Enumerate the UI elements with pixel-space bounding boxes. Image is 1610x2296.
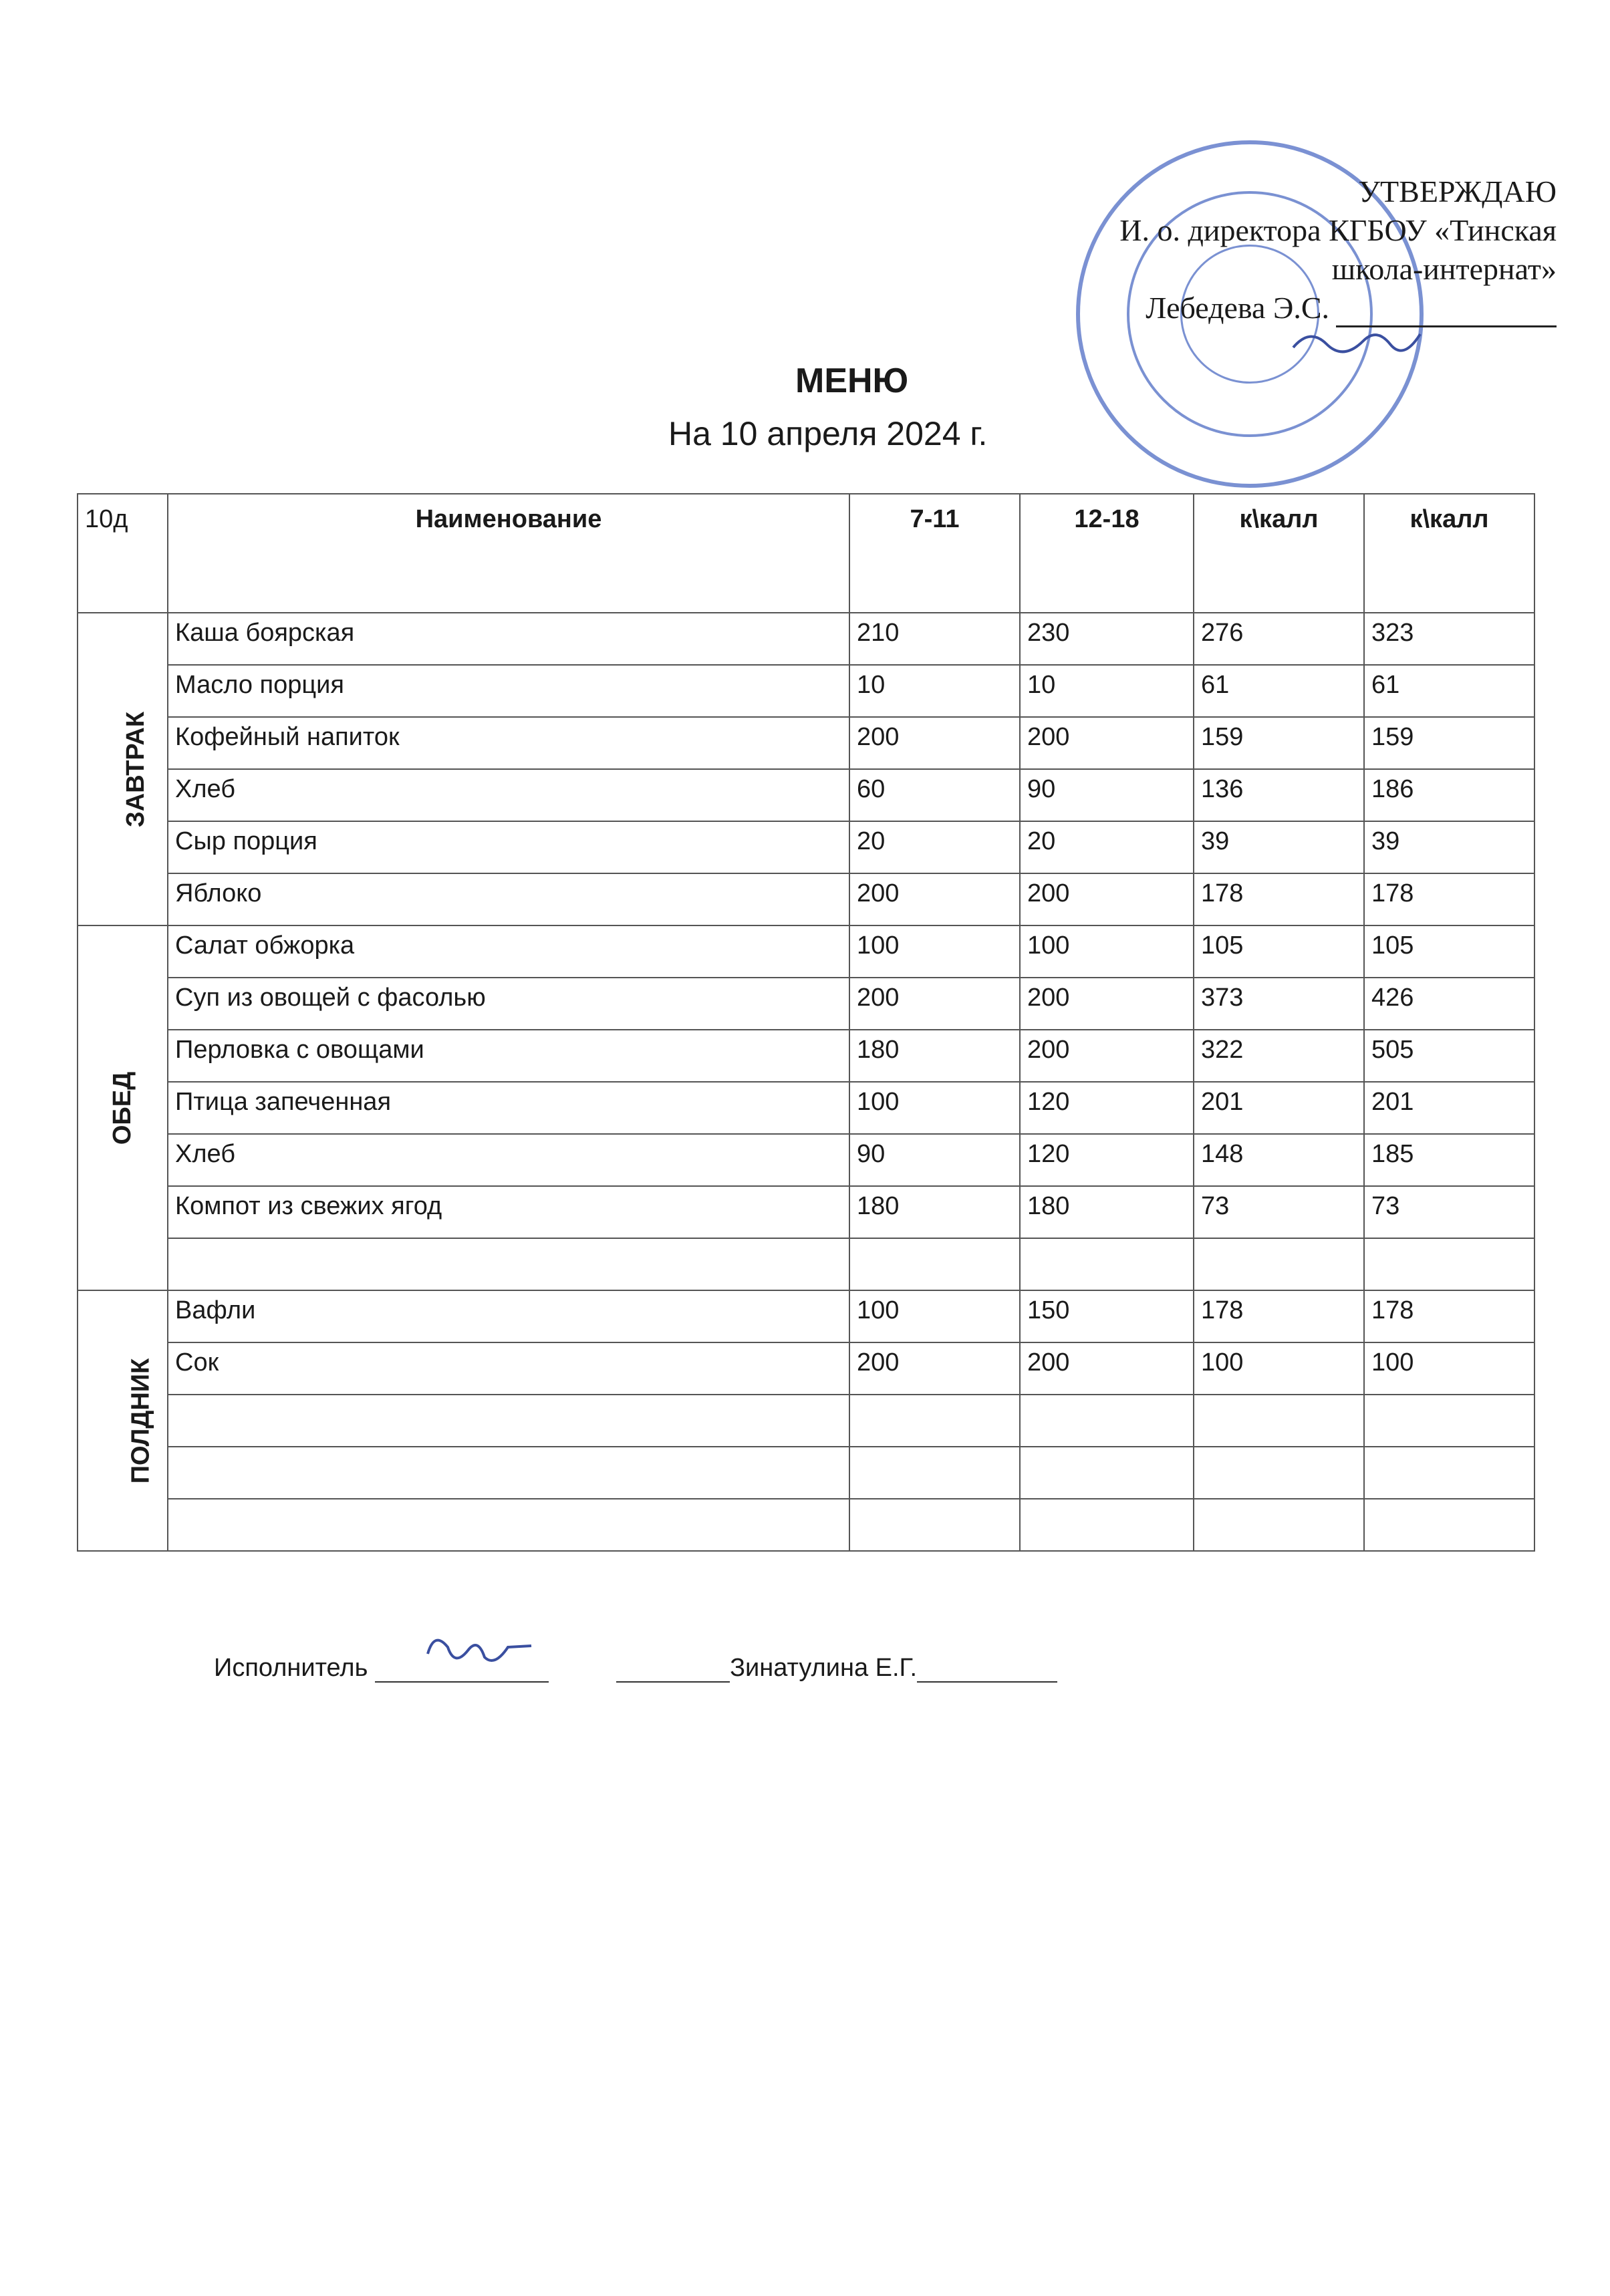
name-suffix-line bbox=[917, 1661, 1057, 1683]
value-cell bbox=[1194, 1499, 1364, 1551]
section-cell bbox=[78, 613, 168, 925]
value-cell: 180 bbox=[849, 1186, 1020, 1238]
value-cell: 20 bbox=[849, 821, 1020, 873]
table-row bbox=[78, 665, 1534, 717]
value-cell: 73 bbox=[1194, 1186, 1364, 1238]
table-row bbox=[78, 1134, 1534, 1186]
value-cell: 100 bbox=[1194, 1342, 1364, 1395]
value-cell: 186 bbox=[1364, 769, 1534, 821]
value-cell: 200 bbox=[849, 873, 1020, 925]
dish-name-cell bbox=[168, 1238, 849, 1290]
value-cell: 505 bbox=[1364, 1030, 1534, 1082]
table-row bbox=[78, 978, 1534, 1030]
table-row bbox=[78, 1082, 1534, 1134]
value-cell bbox=[1020, 1499, 1194, 1551]
value-cell: 178 bbox=[1194, 1290, 1364, 1342]
header-cell: 12-18 bbox=[1020, 494, 1194, 613]
dish-name-cell: Вафли bbox=[168, 1290, 849, 1342]
table-row bbox=[78, 1499, 1534, 1551]
table-row bbox=[78, 1030, 1534, 1082]
value-cell: 210 bbox=[849, 613, 1020, 665]
value-cell bbox=[1364, 1447, 1534, 1499]
table-row bbox=[78, 717, 1534, 769]
menu-heading: МЕНЮ bbox=[795, 362, 909, 400]
table-row bbox=[78, 821, 1534, 873]
value-cell: 159 bbox=[1364, 717, 1534, 769]
table-row bbox=[78, 1395, 1534, 1447]
value-cell bbox=[1020, 1395, 1194, 1447]
table-row bbox=[78, 613, 1534, 665]
value-cell: 200 bbox=[1020, 717, 1194, 769]
dish-name-cell: Каша боярская bbox=[168, 613, 849, 665]
value-cell bbox=[849, 1499, 1020, 1551]
value-cell: 159 bbox=[1194, 717, 1364, 769]
section-label: ПОЛДНИК bbox=[126, 1358, 155, 1483]
value-cell bbox=[1364, 1499, 1534, 1551]
value-cell: 178 bbox=[1194, 873, 1364, 925]
dish-name-cell: Хлеб bbox=[168, 1134, 849, 1186]
dish-name-cell: Птица запеченная bbox=[168, 1082, 849, 1134]
dish-name-cell bbox=[168, 1447, 849, 1499]
value-cell: 105 bbox=[1194, 925, 1364, 978]
director-signature bbox=[1290, 314, 1424, 368]
dish-name-cell bbox=[168, 1395, 849, 1447]
value-cell: 100 bbox=[849, 1290, 1020, 1342]
value-cell: 90 bbox=[849, 1134, 1020, 1186]
value-cell: 200 bbox=[1020, 1030, 1194, 1082]
value-cell: 200 bbox=[849, 717, 1020, 769]
value-cell: 180 bbox=[849, 1030, 1020, 1082]
value-cell: 10 bbox=[849, 665, 1020, 717]
value-cell: 39 bbox=[1194, 821, 1364, 873]
dish-name-cell: Суп из овощей с фасолью bbox=[168, 978, 849, 1030]
value-cell: 20 bbox=[1020, 821, 1194, 873]
dish-name-cell: Масло порция bbox=[168, 665, 849, 717]
value-cell bbox=[1194, 1395, 1364, 1447]
value-cell: 100 bbox=[1364, 1342, 1534, 1395]
value-cell: 100 bbox=[849, 1082, 1020, 1134]
value-cell: 200 bbox=[1020, 978, 1194, 1030]
value-cell: 201 bbox=[1364, 1082, 1534, 1134]
value-cell: 276 bbox=[1194, 613, 1364, 665]
value-cell: 10 bbox=[1020, 665, 1194, 717]
table-row bbox=[78, 1238, 1534, 1290]
approval-position: И. о. директора КГБОУ «Тинская bbox=[1119, 213, 1557, 247]
table-row bbox=[78, 1290, 1534, 1342]
name-prefix-line bbox=[616, 1661, 730, 1683]
dish-name-cell: Кофейный напиток bbox=[168, 717, 849, 769]
approval-title: УТВЕРЖДАЮ bbox=[1358, 174, 1557, 208]
approval-school: школа-интернат» bbox=[1331, 252, 1557, 286]
approval-person: Лебедева Э.С. bbox=[1146, 291, 1329, 325]
value-cell: 120 bbox=[1020, 1082, 1194, 1134]
value-cell bbox=[849, 1395, 1020, 1447]
dish-name-cell: Салат обжорка bbox=[168, 925, 849, 978]
value-cell: 373 bbox=[1194, 978, 1364, 1030]
value-cell: 426 bbox=[1364, 978, 1534, 1030]
value-cell: 200 bbox=[849, 978, 1020, 1030]
value-cell: 105 bbox=[1364, 925, 1534, 978]
table-header-row bbox=[78, 494, 1534, 613]
value-cell bbox=[1020, 1447, 1194, 1499]
executor-signature bbox=[421, 1627, 535, 1681]
value-cell: 136 bbox=[1194, 769, 1364, 821]
value-cell: 180 bbox=[1020, 1186, 1194, 1238]
header-cell: 10д bbox=[78, 494, 168, 613]
footer bbox=[214, 1654, 1057, 1683]
dish-name-cell bbox=[168, 1499, 849, 1551]
approval-block bbox=[955, 172, 1557, 327]
dish-name-cell: Хлеб bbox=[168, 769, 849, 821]
table-row bbox=[78, 1342, 1534, 1395]
value-cell: 120 bbox=[1020, 1134, 1194, 1186]
value-cell: 185 bbox=[1364, 1134, 1534, 1186]
table-row bbox=[78, 1447, 1534, 1499]
executor-label: Исполнитель bbox=[214, 1654, 368, 1682]
table-row bbox=[78, 925, 1534, 978]
value-cell: 39 bbox=[1364, 821, 1534, 873]
value-cell: 61 bbox=[1194, 665, 1364, 717]
value-cell: 61 bbox=[1364, 665, 1534, 717]
menu-table bbox=[77, 493, 1535, 1552]
value-cell bbox=[849, 1238, 1020, 1290]
header-cell: к\калл bbox=[1364, 494, 1534, 613]
value-cell: 100 bbox=[1020, 925, 1194, 978]
executor-name: Зинатулина Е.Г. bbox=[730, 1654, 918, 1682]
header-cell: 7-11 bbox=[849, 494, 1020, 613]
dish-name-cell: Сыр порция bbox=[168, 821, 849, 873]
value-cell: 178 bbox=[1364, 1290, 1534, 1342]
dish-name-cell: Сок bbox=[168, 1342, 849, 1395]
value-cell: 148 bbox=[1194, 1134, 1364, 1186]
value-cell bbox=[849, 1447, 1020, 1499]
value-cell bbox=[1194, 1447, 1364, 1499]
dish-name-cell: Компот из свежих ягод bbox=[168, 1186, 849, 1238]
value-cell bbox=[1364, 1395, 1534, 1447]
value-cell: 230 bbox=[1020, 613, 1194, 665]
value-cell: 73 bbox=[1364, 1186, 1534, 1238]
menu-date: На 10 апреля 2024 г. bbox=[668, 415, 988, 452]
section-cell bbox=[78, 1290, 168, 1551]
value-cell: 200 bbox=[1020, 1342, 1194, 1395]
value-cell: 60 bbox=[849, 769, 1020, 821]
value-cell: 150 bbox=[1020, 1290, 1194, 1342]
dish-name-cell: Яблоко bbox=[168, 873, 849, 925]
section-label: ОБЕД bbox=[108, 1071, 136, 1145]
section-label: ЗАВТРАК bbox=[122, 711, 150, 827]
dish-name-cell: Перловка с овощами bbox=[168, 1030, 849, 1082]
value-cell bbox=[1020, 1238, 1194, 1290]
value-cell bbox=[1194, 1238, 1364, 1290]
table-row bbox=[78, 873, 1534, 925]
value-cell: 200 bbox=[1020, 873, 1194, 925]
header-cell: Наименование bbox=[168, 494, 849, 613]
table-row bbox=[78, 769, 1534, 821]
value-cell: 178 bbox=[1364, 873, 1534, 925]
value-cell: 200 bbox=[849, 1342, 1020, 1395]
value-cell: 323 bbox=[1364, 613, 1534, 665]
value-cell: 201 bbox=[1194, 1082, 1364, 1134]
header-cell: к\калл bbox=[1194, 494, 1364, 613]
value-cell: 90 bbox=[1020, 769, 1194, 821]
value-cell: 100 bbox=[849, 925, 1020, 978]
value-cell bbox=[1364, 1238, 1534, 1290]
table-row bbox=[78, 1186, 1534, 1238]
section-cell bbox=[78, 925, 168, 1290]
value-cell: 322 bbox=[1194, 1030, 1364, 1082]
